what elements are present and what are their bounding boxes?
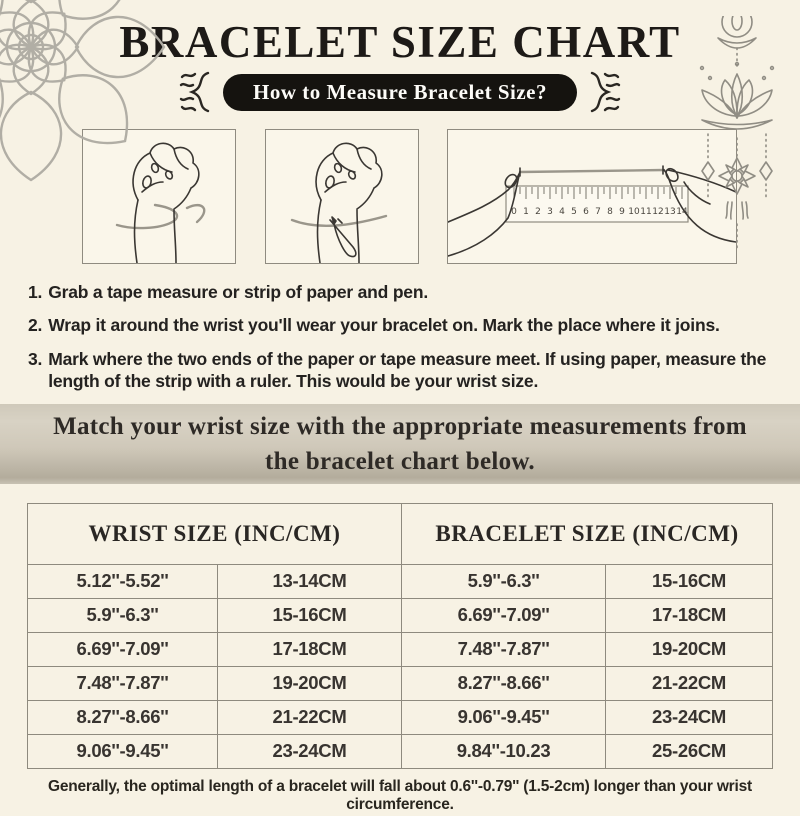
table-cell: 9.06''-9.45'' <box>401 700 605 734</box>
table-cell: 21-22CM <box>217 700 401 734</box>
instruction-text: Wrap it around the wrist you'll wear your bracelet on. Mark the place where it joins. <box>48 315 720 336</box>
svg-text:8: 8 <box>607 207 613 217</box>
ruler-hands-illustration <box>447 129 737 264</box>
svg-text:14: 14 <box>676 207 688 217</box>
table-cell: 23-24CM <box>606 700 773 734</box>
table-cell: 5.9''-6.3'' <box>401 564 605 598</box>
match-banner <box>0 404 800 484</box>
size-table <box>27 503 773 769</box>
table-row <box>28 598 773 632</box>
instruction-number: 3. <box>28 348 43 369</box>
instruction-number: 2. <box>28 315 43 336</box>
squiggle-bracket-icon <box>589 70 621 114</box>
footer-note: Generally, the optimal length of a bracelet will fall about 0.6''-0.79'' (1.5-2cm) longer than your wrist circumference. <box>47 777 753 813</box>
table-cell: 8.27''-8.66'' <box>28 700 218 734</box>
instruction-text: Mark where the two ends of the paper or tape measure meet. If using paper, measure the length of the strip with a ruler. This would be your wrist size. <box>48 348 767 392</box>
table-cell: 13-14CM <box>217 564 401 598</box>
illustration-row <box>0 129 800 264</box>
svg-text:4: 4 <box>559 207 565 217</box>
table-cell: 9.84''-10.23 <box>401 734 605 768</box>
table-row <box>28 666 773 700</box>
table-cell: 5.9''-6.3'' <box>28 598 218 632</box>
svg-text:5: 5 <box>571 207 577 217</box>
table-cell: 5.12''-5.52'' <box>28 564 218 598</box>
instruction-number: 1. <box>28 282 43 302</box>
table-cell: 17-18CM <box>606 598 773 632</box>
table-cell: 15-16CM <box>217 598 401 632</box>
table-cell: 17-18CM <box>217 632 401 666</box>
table-cell: 19-20CM <box>217 666 401 700</box>
table-cell: 9.06''-9.45'' <box>28 734 218 768</box>
table-cell: 15-16CM <box>606 564 773 598</box>
svg-text:1: 1 <box>523 207 529 217</box>
table-row <box>28 632 773 666</box>
svg-text:12: 12 <box>652 207 664 217</box>
table-header-row <box>28 503 773 564</box>
instruction-item <box>28 348 768 393</box>
table-cell: 6.69''-7.09'' <box>401 598 605 632</box>
squiggle-bracket-icon <box>179 70 211 114</box>
svg-text:3: 3 <box>547 207 553 217</box>
svg-text:6: 6 <box>583 207 589 217</box>
fist-tape-illustration <box>82 129 236 264</box>
svg-text:13: 13 <box>664 207 676 217</box>
svg-text:10: 10 <box>628 207 640 217</box>
table-cell: 7.48''-7.87'' <box>28 666 218 700</box>
size-table-body <box>28 564 773 768</box>
how-to-measure-pill: How to Measure Bracelet Size? <box>223 74 577 111</box>
instruction-text: Grab a tape measure or strip of paper and pen. <box>48 282 428 302</box>
bracelet-size-header: BRACELET SIZE (INC/CM) <box>401 503 772 564</box>
page-title: BRACELET SIZE CHART <box>119 17 681 67</box>
table-cell: 7.48''-7.87'' <box>401 632 605 666</box>
table-row <box>28 564 773 598</box>
svg-text:7: 7 <box>595 207 601 217</box>
table-row <box>28 700 773 734</box>
table-cell: 23-24CM <box>217 734 401 768</box>
fist-pen-illustration <box>265 129 419 264</box>
table-cell: 8.27''-8.66'' <box>401 666 605 700</box>
table-cell: 21-22CM <box>606 666 773 700</box>
banner-text: Match your wrist size with the appropriate measurements from the bracelet chart below. <box>53 412 747 475</box>
svg-text:0: 0 <box>511 207 517 217</box>
svg-text:2: 2 <box>535 207 541 217</box>
instructions-list <box>28 281 768 393</box>
table-row <box>28 734 773 768</box>
svg-text:9: 9 <box>619 207 625 217</box>
instruction-item <box>28 314 768 336</box>
subtitle-row <box>0 70 800 114</box>
table-cell: 6.69''-7.09'' <box>28 632 218 666</box>
table-cell: 19-20CM <box>606 632 773 666</box>
ruler-numbers <box>511 207 688 217</box>
table-cell: 25-26CM <box>606 734 773 768</box>
wrist-size-header: WRIST SIZE (INC/CM) <box>28 503 402 564</box>
svg-text:11: 11 <box>640 207 652 217</box>
instruction-item <box>28 281 768 303</box>
